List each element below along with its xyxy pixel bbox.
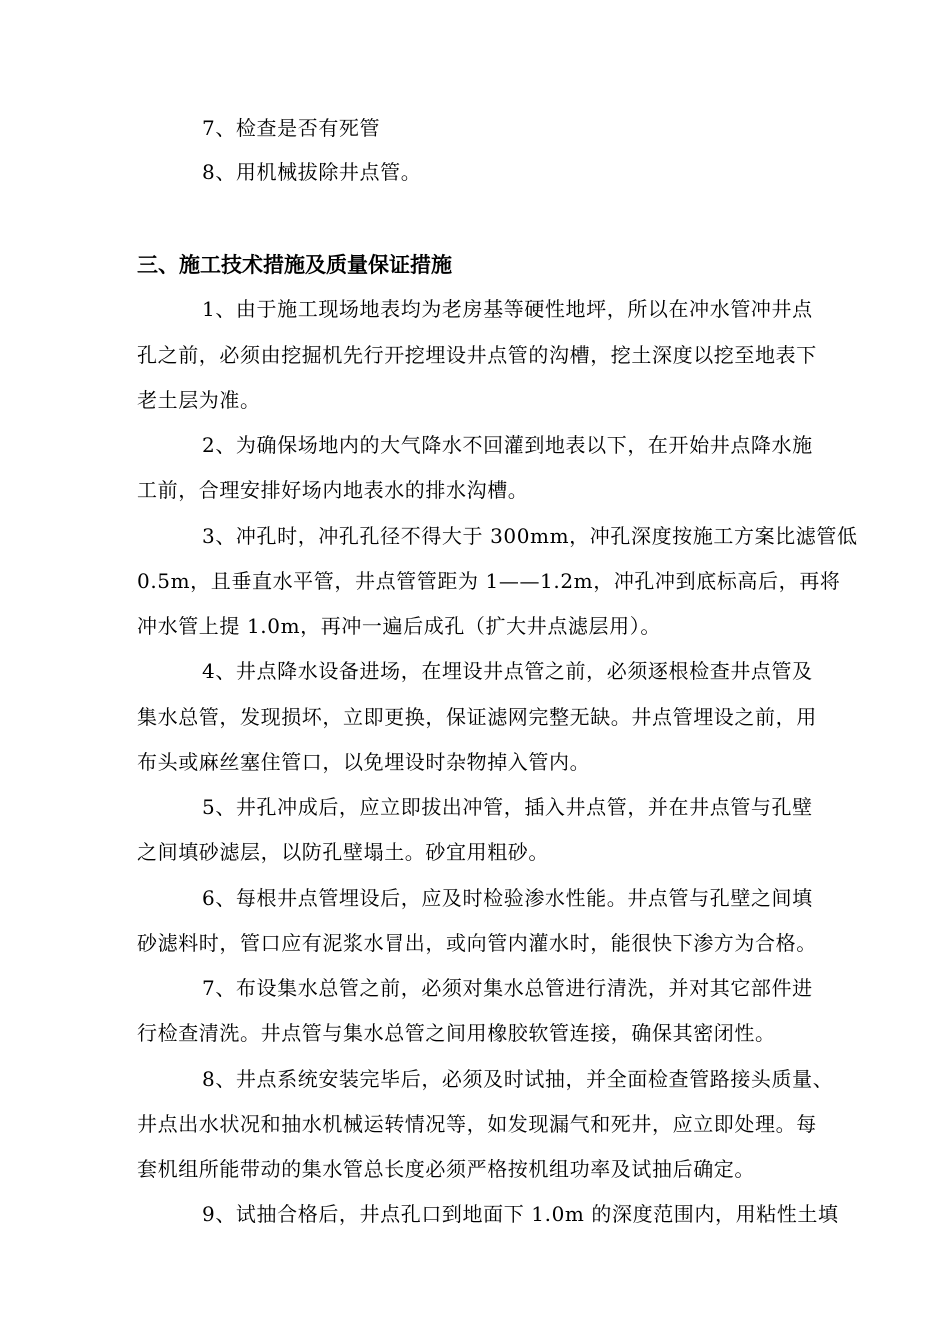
paragraph-8-line-3: 套机组所能带动的集水管总长度必须严格按机组功率及试抽后确定。 — [137, 1157, 755, 1181]
paragraph-9-line-1: 9、试抽合格后，井点孔口到地面下 1.0m 的深度范围内，用粘性土填 — [202, 1202, 839, 1226]
paragraph-3-line-1: 3、冲孔时，冲孔孔径不得大于 300mm，冲孔深度按施工方案比滤管低 — [202, 524, 858, 548]
paragraph-3-line-3: 冲水管上提 1.0m，再冲一遍后成孔（扩大井点滤层用）。 — [137, 614, 661, 638]
paragraph-6-line-2: 砂滤料时，管口应有泥浆水冒出，或向管内灌水时，能很快下渗方为合格。 — [137, 931, 817, 955]
paragraph-5-line-2: 之间填砂滤层，以防孔壁塌土。砂宜用粗砂。 — [137, 840, 549, 864]
paragraph-4-line-2: 集水总管，发现损坏，立即更换，保证滤网完整无缺。井点管埋设之前，用 — [137, 705, 817, 729]
paragraph-7-line-1: 7、布设集水总管之前，必须对集水总管进行清洗，并对其它部件进 — [202, 976, 813, 1000]
paragraph-4-line-3: 布头或麻丝塞住管口，以免埋设时杂物掉入管内。 — [137, 750, 591, 774]
paragraph-7-line-2: 行检查清洗。井点管与集水总管之间用橡胶软管连接，确保其密闭性。 — [137, 1021, 776, 1045]
paragraph-3-line-2: 0.5m，且垂直水平管，井点管管距为 1——1.2m，冲孔冲到底标高后，再将 — [137, 569, 841, 593]
intro-step-8: 8、用机械拔除井点管。 — [202, 160, 422, 184]
paragraph-6-line-1: 6、每根井点管埋设后，应及时检验渗水性能。井点管与孔壁之间填 — [202, 886, 813, 910]
paragraph-1-line-1: 1、由于施工现场地表均为老房基等硬性地坪，所以在冲水管冲井点 — [202, 297, 813, 321]
paragraph-8-line-2: 井点出水状况和抽水机械运转情况等，如发现漏气和死井，应立即处理。每 — [137, 1112, 817, 1136]
paragraph-1-line-2: 孔之前，必须由挖掘机先行开挖埋设井点管的沟槽，挖土深度以挖至地表下 — [137, 343, 817, 367]
intro-step-7: 7、检查是否有死管 — [202, 116, 381, 140]
paragraph-2-line-2: 工前，合理安排好场内地表水的排水沟槽。 — [137, 478, 529, 502]
section-heading: 三、施工技术措施及质量保证措施 — [137, 253, 452, 277]
paragraph-2-line-1: 2、为确保场地内的大气降水不回灌到地表以下，在开始井点降水施 — [202, 433, 813, 457]
paragraph-8-line-1: 8、井点系统安装完毕后，必须及时试抽，并全面检查管路接头质量、 — [202, 1067, 834, 1091]
paragraph-1-line-3: 老土层为准。 — [137, 388, 261, 412]
paragraph-4-line-1: 4、井点降水设备进场，在埋设井点管之前，必须逐根检查井点管及 — [202, 659, 813, 683]
paragraph-5-line-1: 5、井孔冲成后，应立即拔出冲管，插入井点管，并在井点管与孔壁 — [202, 795, 813, 819]
